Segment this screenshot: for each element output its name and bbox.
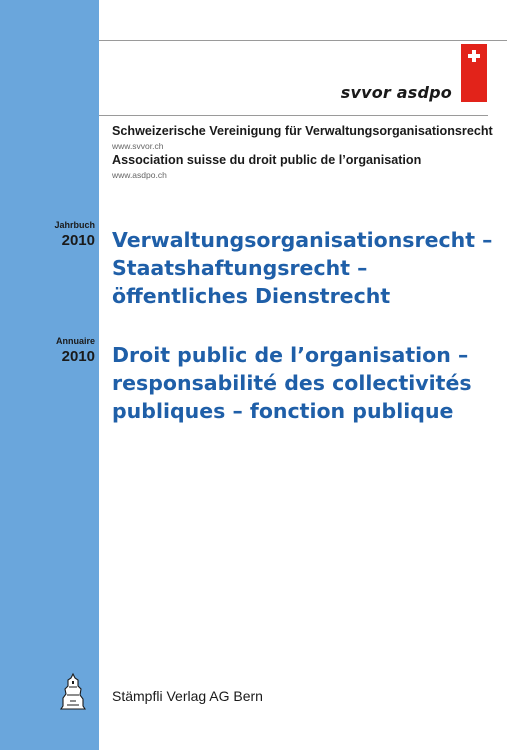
title-fr-line-1: Droit public de l’organisation – — [112, 343, 469, 367]
brand-logo-text: svvor asdpo — [340, 83, 452, 102]
title-fr-line-3: publiques – fonction publique — [112, 399, 454, 423]
title-de-line-3: öffentliches Dienstrecht — [112, 284, 391, 308]
association-url-fr[interactable]: www.asdpo.ch — [112, 170, 167, 180]
publisher-logo-icon — [58, 672, 88, 712]
title-de — [112, 226, 492, 310]
association-name-de: Schweizerische Vereinigung für Verwaltungsorganisationsrecht — [112, 124, 493, 138]
left-color-band — [0, 0, 99, 750]
title-de-line-1: Verwaltungsorganisationsrecht – — [112, 228, 493, 252]
top-divider — [99, 40, 507, 41]
swiss-flag-icon — [461, 44, 487, 102]
flag-cross-vertical — [472, 50, 476, 62]
title-fr — [112, 341, 472, 425]
publisher-name: Stämpfli Verlag AG Bern — [112, 688, 263, 704]
association-name-fr: Association suisse du droit public de l’organisation — [112, 153, 422, 167]
section-year-de: 2010 — [61, 232, 95, 249]
brand-divider — [99, 115, 488, 116]
association-url-de[interactable]: www.svvor.ch — [112, 141, 164, 151]
title-fr-line-2: responsabilité des collectivités — [112, 371, 472, 395]
section-label-fr: Annuaire — [55, 336, 95, 346]
section-year-fr: 2010 — [61, 348, 95, 365]
section-label-de: Jahrbuch — [54, 220, 95, 230]
title-de-line-2: Staatshaftungsrecht – — [112, 256, 368, 280]
